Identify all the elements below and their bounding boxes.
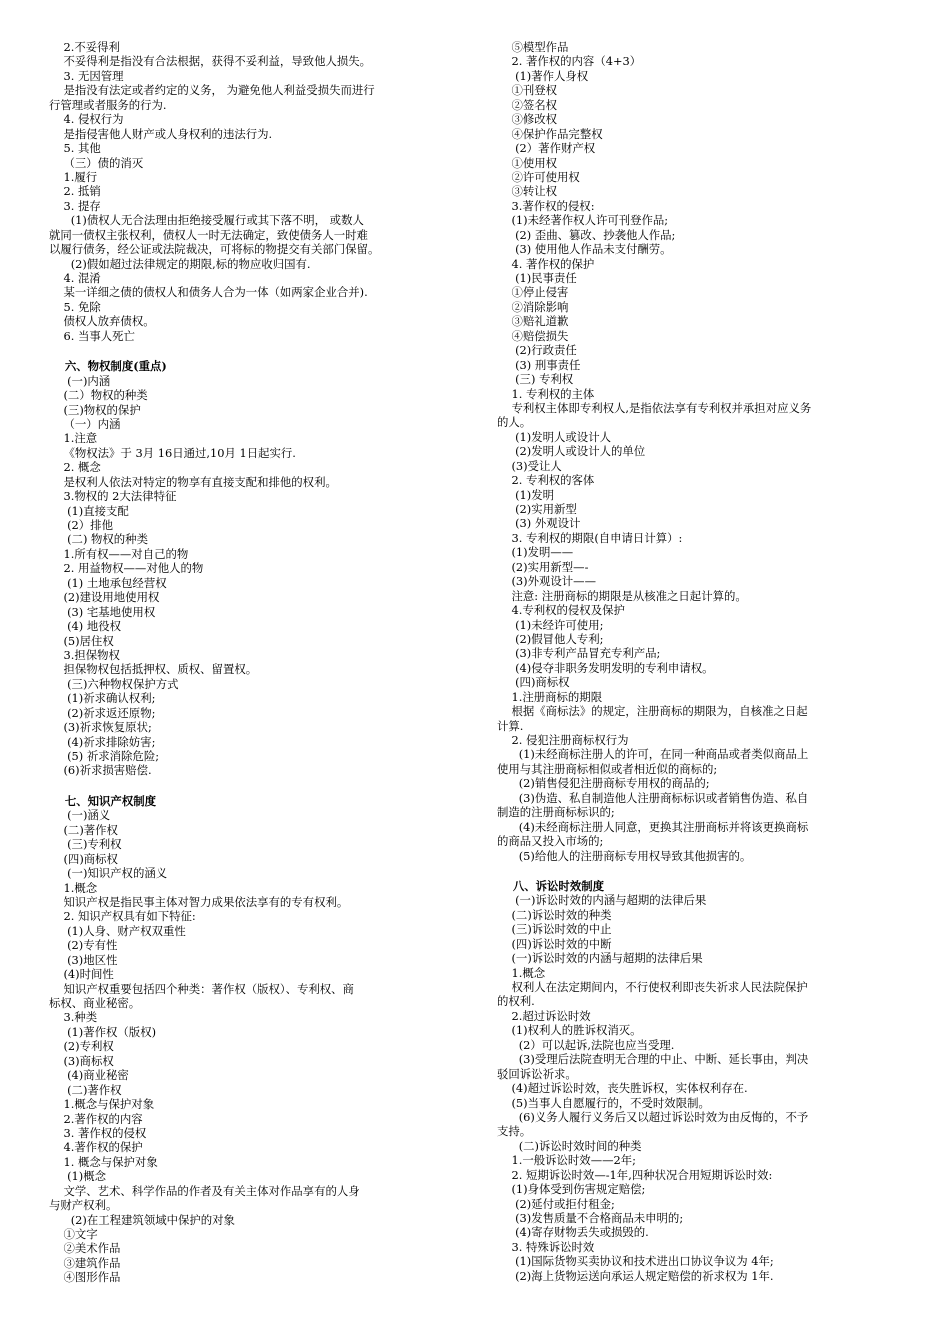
text-line: 3.著作权的侵权: (497, 198, 595, 213)
text-line: (3)受让人 (497, 458, 562, 473)
text-line: (2)延付或拒付租金; (497, 1196, 615, 1211)
text-line: (4)侵夺非职务发明发明的专利申请权。 (497, 660, 714, 675)
text-line: (2)专有性 (49, 938, 118, 953)
text-line: (1)未经商标注册人的许可，在同一种商品或者类似商品上 (497, 747, 809, 762)
text-line: 某一详细之债的债权人和债务人合为一体（如两家企业合并). (49, 285, 368, 300)
text-line: 2. 知识产权具有如下特征: (49, 909, 196, 924)
text-line: (5)当事人自愿履行的，不受时效限制。 (497, 1095, 710, 1110)
text-line: 制造的注册商标标识的; (497, 805, 615, 820)
section-spacer (49, 778, 467, 794)
text-line: (2) 歪曲、篡改、抄袭他人作品; (497, 227, 676, 242)
text-line: 使用与其注册商标相似或者相近似的商标的; (497, 761, 718, 776)
text-line: 的商品又投入市场的; (497, 834, 604, 849)
text-line: (3)发售质量不合格商品未申明的; (497, 1211, 684, 1225)
text-line: 4. 侵权行为 (49, 112, 124, 127)
text-line: (二)诉讼时效的种类 (497, 907, 612, 922)
text-line: 标权、商业秘密。 (49, 996, 141, 1010)
text-line: (1)发明—— (497, 545, 574, 560)
text-line: (3) 刑事责任 (497, 357, 581, 372)
text-line: (一)涵义 (49, 808, 111, 823)
text-line: (2)行政责任 (497, 343, 577, 358)
text-line: 文学、艺术、科学作品的作者及有关主体对作品享有的人身 (49, 1183, 360, 1198)
text-line: (1)人身、财产权双重性 (49, 923, 186, 938)
text-line: (2）排他 (49, 518, 113, 532)
text-line: (四)商标权 (49, 851, 118, 866)
text-line: 是指侵害他人财产或人身权利的违法行为. (49, 126, 273, 141)
text-line: (1)祈求确认权利; (49, 691, 156, 706)
text-line: ②许可使用权 (497, 169, 580, 184)
text-line: 担保物权包括抵押权、质权、留置权。 (49, 662, 258, 677)
text-line: 1.履行 (49, 169, 98, 184)
text-line: (4)时间性 (49, 967, 114, 982)
text-line: (1)著作人身权 (497, 68, 589, 83)
text-line: 4.专利权的侵权及保护 (497, 603, 625, 618)
text-line: 1.概念 (49, 880, 98, 895)
text-line: 3. 专利权的期限(自申请日计算）: (497, 530, 683, 545)
text-line: (1)概念 (49, 1169, 107, 1184)
text-line: (2)在工程建筑领域中保护的对象 (49, 1212, 235, 1227)
text-line: (1)权利人的胜诉权消灭。 (497, 1023, 642, 1038)
text-line: (2)实用新型 (497, 502, 577, 516)
text-line: 的人。 (497, 415, 532, 430)
text-line: (2)祈求返还原物; (49, 705, 156, 720)
text-line: (4)超过诉讼时效，丧失胜诉权，实体权利存在. (497, 1081, 748, 1096)
text-line: 4.著作权的保护 (49, 1140, 143, 1155)
text-line: (三)物权的保护 (49, 402, 141, 417)
text-line: ①使用权 (497, 155, 558, 170)
text-line: (3) 使用他人作品未支付酬劳。 (497, 242, 672, 257)
text-line: 3.担保物权 (49, 647, 120, 662)
text-line: (1)直接支配 (49, 503, 129, 518)
text-line: (一)知识产权的涵义 (49, 866, 168, 881)
text-line: 2. 著作权的内容（4+3） (497, 54, 642, 69)
text-line: (二)著作权 (49, 822, 118, 837)
section-spacer (49, 343, 467, 359)
text-line: (6)祈求损害赔偿. (49, 763, 152, 778)
text-line: 与财产权利。 (49, 1198, 118, 1213)
text-line: (3)非专利产品冒充专利产品; (497, 646, 661, 661)
text-line: (二）物权的种类 (49, 388, 148, 403)
text-line: (1)民事责任 (497, 271, 577, 285)
text-line: (1)身体受到伤害规定赔偿; (497, 1182, 646, 1197)
text-line: 1.概念与保护对象 (49, 1097, 155, 1112)
text-line: (4)祈求排除妨害; (49, 734, 156, 749)
text-line: (4)商业秘密 (49, 1068, 129, 1083)
text-line: (一)诉讼时效的内涵与超期的法律后果 (497, 893, 707, 908)
text-line: (二) 物权的种类 (49, 532, 148, 547)
text-line: 是指没有法定或者约定的义务， 为避免他人利益受损失而进行 (49, 83, 375, 98)
text-line: ④赔偿损失 (497, 328, 569, 343)
text-line: 2. 用益物权——对他人的物 (49, 561, 204, 576)
text-line: (4) 地役权 (49, 619, 122, 634)
text-line: ④保护作品完整权 (497, 126, 603, 141)
text-line: 4. 著作权的保护 (497, 256, 595, 271)
text-line: (5)给他人的注册商标专用权导致其他损害的。 (497, 848, 752, 863)
text-line: 就同一债权主张权利，债权人一时无法确定，致使债务人一时难 (49, 227, 368, 242)
text-line: (2)海上货物运送向承运人规定赔偿的祈求权为 1年. (497, 1268, 774, 1283)
text-line: 5. 免除 (49, 299, 101, 314)
text-line: (3) 宅基地使用权 (49, 604, 156, 619)
text-line: (2）著作财产权 (497, 141, 596, 156)
text-line: (1)债权人无合法理由拒绝接受履行或其下落不明， 或数人 (49, 213, 364, 228)
text-line: 行管理或者服务的行为. (49, 97, 167, 112)
text-line: (1)未经著作权人许可刊登作品; (497, 213, 669, 228)
text-line: 是权利人依法对特定的物享有直接支配和排他的权利。 (49, 474, 337, 489)
text-line: (2)假如超过法律规定的期限,标的物应收归国有. (49, 256, 311, 271)
text-line: (3) 外观设计 (497, 516, 581, 531)
text-line: 根据《商标法》的规定，注册商标的期限为，自核准之日起 (497, 704, 808, 719)
text-line: 《物权法》于 3月 16日通过,10月 1日起实行. (49, 445, 296, 460)
text-line: (四)商标权 (497, 675, 570, 690)
text-line: (1)发明人或设计人 (497, 429, 611, 444)
text-line: ②签名权 (497, 97, 558, 112)
text-line: 3. 特殊诉讼时效 (497, 1239, 595, 1254)
section-spacer (497, 863, 915, 879)
text-line: (2)专利权 (49, 1039, 114, 1054)
text-line: 2. 侵犯注册商标权行为 (497, 733, 629, 747)
text-line: ③建筑作品 (49, 1255, 121, 1270)
text-line: ②美术作品 (49, 1241, 121, 1256)
text-line: (1)未经许可使用; (497, 617, 604, 632)
text-line: (3)外观设计—— (497, 574, 596, 589)
text-line: 驳回诉讼祈求。 (497, 1066, 577, 1081)
text-line: 注意: 注册商标的期限是从核准之日起计算的。 (497, 588, 747, 603)
text-line: ⑤模型作品 (497, 40, 569, 54)
text-line: (1) 土地承包经营权 (49, 575, 167, 590)
text-line: (3)祈求恢复原状; (49, 720, 152, 735)
text-line: 4. 混淆 (49, 271, 101, 285)
text-line: 3. 提存 (49, 198, 101, 213)
text-line: (5)居住权 (49, 633, 114, 648)
text-line: (2)建设用地使用权 (49, 590, 160, 605)
text-line: （一）内涵 (49, 416, 121, 431)
text-line: (4)寄存财物丢失或损毁的. (497, 1225, 649, 1240)
text-line: ③转让权 (497, 184, 558, 199)
text-line: (一)诉讼时效的内涵与超期的法律后果 (497, 951, 703, 966)
text-line: 6. 当事人死亡 (49, 328, 135, 343)
text-line: 1. 专利权的主体 (497, 386, 595, 401)
text-line: 3.物权的 2大法律特征 (49, 489, 177, 504)
section-heading: 八、诉讼时效制度 (497, 878, 604, 893)
left-column (49, 40, 467, 1285)
text-line: ③赔礼道歉 (497, 314, 569, 329)
text-line: 2. 短期诉讼时效—-1年,四种状况合用短期诉讼时效: (497, 1167, 773, 1182)
text-line: ③修改权 (497, 112, 558, 127)
text-line: 3. 著作权的侵权 (49, 1125, 147, 1140)
text-line: ①文字 (49, 1227, 98, 1241)
text-line: 1.一般诉讼时效——2年; (497, 1153, 636, 1168)
text-line: 支持。 (497, 1124, 532, 1139)
text-line: 以履行债务，经公证或法院裁决，可将标的物提交有关部门保留。 (49, 242, 380, 257)
text-line: 2. 概念 (49, 460, 101, 475)
text-line: (2)假冒他人专利; (497, 631, 604, 646)
text-line: (1)发明 (497, 487, 555, 502)
text-line: 5. 其他 (49, 141, 101, 156)
right-column (497, 40, 915, 1283)
text-line: 权利人在法定期间内，不行使权利即丧失祈求人民法院保护 (497, 980, 808, 994)
text-line: (1)国际货物买卖协议和技术进出口协议争议为 4年; (497, 1254, 774, 1269)
text-line: (3)受理后法院查明无合理的中止、中断、延长事由，判决 (497, 1052, 809, 1067)
text-line: 1.注册商标的期限 (497, 689, 603, 704)
text-line: 专利权主体即专利权人,是指依法享有专利权并承担对应义务 (497, 400, 812, 415)
text-line: 3.种类 (49, 1010, 98, 1025)
text-line: 2. 专利权的客体 (497, 473, 595, 488)
text-line: (2）可以起诉,法院也应当受理. (497, 1037, 675, 1052)
text-line: ②消除影响 (497, 299, 569, 314)
text-line: (2)发明人或设计人的单位 (497, 444, 646, 459)
section-heading: 七、知识产权制度 (49, 793, 156, 808)
text-line: （三）债的消灭 (49, 155, 144, 170)
text-line: ④图形作品 (49, 1270, 121, 1285)
text-line: (2)销售侵犯注册商标专用权的商品的; (497, 776, 710, 791)
text-line: 3. 无因管理 (49, 68, 124, 83)
text-line: 1.注意 (49, 431, 98, 446)
text-line: (二)诉讼时效时间的种类 (497, 1138, 642, 1153)
text-line: 2.著作权的内容 (49, 1111, 143, 1126)
text-line: (5) 祈求消除危险; (49, 749, 160, 763)
text-line: ①刊登权 (497, 83, 558, 98)
text-line: (2)实用新型—- (497, 559, 589, 574)
text-line: (三)诉讼时效的中止 (497, 922, 612, 937)
text-line: (三)专利权 (49, 837, 122, 852)
text-line: (二)著作权 (49, 1082, 122, 1097)
text-line: 2. 抵销 (49, 184, 101, 199)
text-line: 计算. (497, 718, 524, 733)
text-line: (6)义务人履行义务后又以超过诉讼时效为由反悔的，不予 (497, 1109, 809, 1124)
text-line: 2.超过诉讼时效 (497, 1008, 591, 1023)
text-line: 2.不妥得利 (49, 40, 120, 54)
text-line: (1)著作权（版权) (49, 1024, 157, 1039)
text-line: (3)商标权 (49, 1053, 114, 1068)
text-line: 1. 概念与保护对象 (49, 1154, 158, 1169)
text-line: (3)伪造、私自制造他人注册商标标识或者销售伪造、私自 (497, 790, 809, 805)
text-line: (三) 专利权 (497, 372, 574, 387)
text-line: (四)诉讼时效的中断 (497, 936, 612, 951)
section-heading: 六、物权制度(重点) (49, 359, 167, 374)
text-line: (3)地区性 (49, 952, 118, 967)
text-line: 的权利. (497, 994, 535, 1009)
text-line: 1.概念 (497, 965, 546, 980)
text-line: 知识产权重要包括四个种类：著作权（版权）、专利权、商 (49, 981, 354, 996)
text-line: 1.所有权——对自己的物 (49, 546, 189, 561)
text-line: ①停止侵害 (497, 285, 569, 300)
text-line: 知识产权是指民事主体对智力成果依法享有的专有权利。 (49, 894, 349, 909)
text-line: 不妥得利是指没有合法根据，获得不妥利益，导致他人损失。 (49, 54, 372, 69)
text-line: 债权人放弃债权。 (49, 314, 155, 329)
text-line: (一)内涵 (49, 373, 111, 388)
text-line: (4)未经商标注册人同意，更换其注册商标并将该更换商标 (497, 819, 809, 834)
text-line: (三)六种物权保护方式 (49, 676, 179, 691)
